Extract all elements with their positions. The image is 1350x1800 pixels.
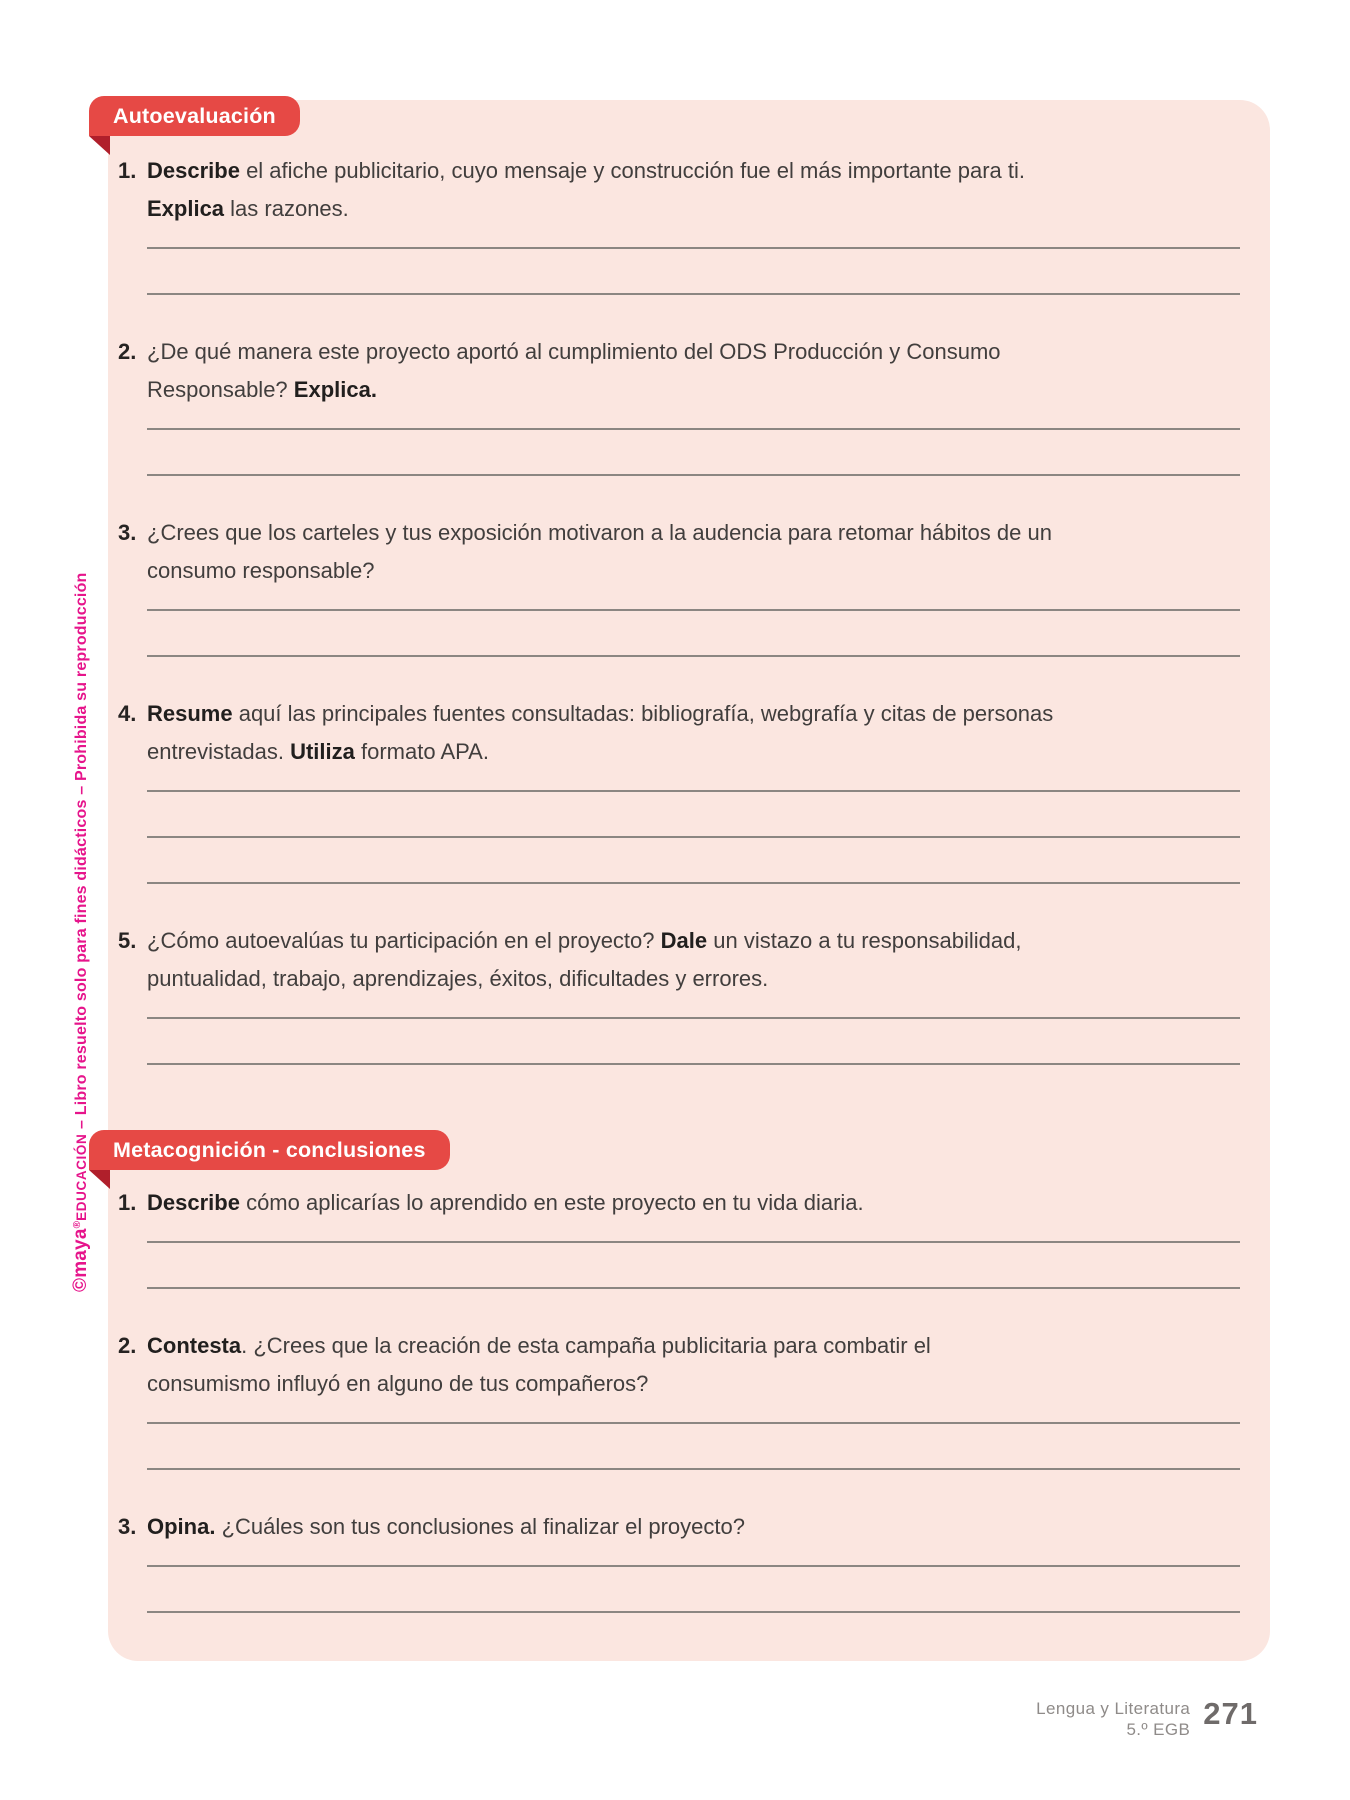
answer-line <box>147 609 1240 655</box>
question-number: 2. <box>118 339 137 364</box>
badge-fold <box>89 1170 110 1189</box>
answer-lines <box>147 609 1240 701</box>
question-text: Resume aquí las principales fuentes consultadas: bibliografía, webgrafía y citas de personas entrevistadas. Utiliza formato APA. <box>147 701 1054 764</box>
question-body <box>147 514 1240 701</box>
question <box>118 922 1240 1109</box>
question-text: ¿Crees que los carteles y tus exposición motivaron a la audencia para retomar hábitos de un consumo responsable? <box>147 520 1052 583</box>
question-text: Describe el afiche publicitario, cuyo mensaje y construcción fue el más importante para ti. Explica las razones. <box>147 158 1026 221</box>
section-badge-wrap <box>89 96 1240 136</box>
answer-lines <box>147 1422 1240 1514</box>
question-body <box>147 1184 1240 1333</box>
page-footer <box>1036 1698 1258 1740</box>
answer-line <box>147 247 1240 293</box>
question-text: Describe cómo aplicarías lo aprendido en este proyecto en tu vida diaria. <box>147 1190 864 1215</box>
question <box>118 1508 1240 1657</box>
answer-line <box>147 790 1240 836</box>
answer-lines <box>147 1017 1240 1109</box>
section-metacognicion <box>113 1130 1240 1657</box>
grade-label: 5.º EGB <box>1126 1720 1191 1739</box>
badge-fold <box>89 136 110 155</box>
question <box>118 152 1240 339</box>
answer-line <box>147 1017 1240 1063</box>
question-body <box>147 695 1240 928</box>
section-autoevaluacion <box>113 96 1240 1109</box>
question-body <box>147 922 1240 1109</box>
publisher-logo: ©maya <box>70 1228 91 1292</box>
question <box>118 1327 1240 1514</box>
question-text: Opina. ¿Cuáles son tus conclusiones al finalizar el proyecto? <box>147 1514 745 1539</box>
answer-lines <box>147 1241 1240 1333</box>
section-badge: Metacognición - conclusiones <box>89 1130 450 1170</box>
question-number: 2. <box>118 1333 137 1358</box>
answer-lines <box>147 1565 1240 1657</box>
question-number: 3. <box>118 520 137 545</box>
answer-line <box>147 1611 1240 1657</box>
question-text: ¿De qué manera este proyecto aportó al cumplimiento del ODS Producción y Consumo Responsable? Explica. <box>147 339 1001 402</box>
question-body <box>147 333 1240 520</box>
answer-line <box>147 1063 1240 1109</box>
book-title: Lengua y Literatura <box>1036 1699 1191 1718</box>
question-text: Contesta. ¿Crees que la creación de esta campaña publicitaria para combatir el consumismo influyó en alguno de tus compañeros? <box>147 1333 931 1396</box>
publisher-name: EDUCACIÓN <box>74 1133 89 1221</box>
question-body <box>147 1327 1240 1514</box>
worksheet-panel <box>108 100 1270 1661</box>
question <box>118 1184 1240 1333</box>
answer-line <box>147 1565 1240 1611</box>
section-badge-wrap <box>89 1130 1240 1168</box>
answer-line <box>147 1422 1240 1468</box>
question-number: 1. <box>118 1190 137 1215</box>
question-body <box>147 1508 1240 1657</box>
answer-line <box>147 1241 1240 1287</box>
answer-lines <box>147 247 1240 339</box>
book-info <box>1036 1698 1190 1740</box>
page-number: 271 <box>1203 1696 1258 1731</box>
question-number: 4. <box>118 701 137 726</box>
answer-lines <box>147 428 1240 520</box>
question-text: ¿Cómo autoevalúas tu participación en el proyecto? Dale un vistazo a tu responsabilidad, puntualidad, trabajo, aprendizajes, éxitos, dificultades y errores. <box>147 928 1022 991</box>
question-number: 3. <box>118 1514 137 1539</box>
question-number: 1. <box>118 158 137 183</box>
question-number: 5. <box>118 928 137 953</box>
question-body <box>147 152 1240 339</box>
answer-line <box>147 428 1240 474</box>
sidebar-copyright <box>70 572 92 1292</box>
section-badge: Autoevaluación <box>89 96 300 136</box>
question <box>118 695 1240 928</box>
answer-lines <box>147 790 1240 928</box>
copyright-notice: – Libro resuelto solo para fines didácticos – Prohibida su reproducción <box>73 572 90 1134</box>
registered-mark: ® <box>72 1220 83 1229</box>
answer-line <box>147 836 1240 882</box>
question <box>118 333 1240 520</box>
question <box>118 514 1240 701</box>
